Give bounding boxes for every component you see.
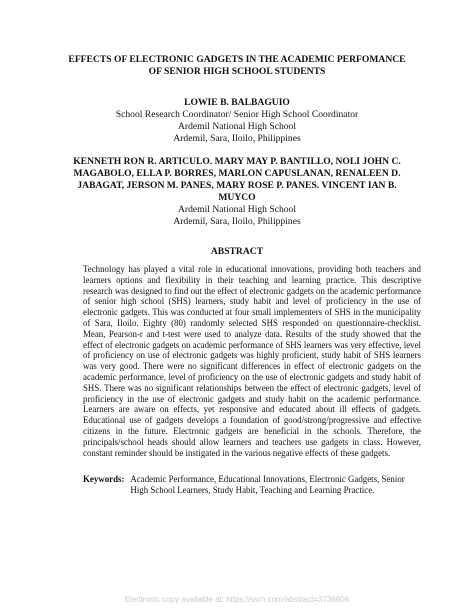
- author-affiliation-line: Ardemil National High School: [177, 121, 297, 132]
- author-block-1: [70, 97, 404, 145]
- paper-title: EFFECTS OF ELECTRONIC GADGETS IN THE ACADEMIC PERFOMANCE OF SENIOR HIGH SCHOOL STUDENTS: [68, 54, 406, 77]
- author-affiliation-line: School Research Coordinator/ Senior High School Coordinator: [115, 109, 359, 120]
- author-name: LOWIE B. BALBAGUIO: [184, 97, 290, 108]
- author-affiliation-line: Ardemil, Sara, Iloilo, Philippines: [173, 216, 301, 227]
- author-affiliation-line: Ardemil, Sara, Iloilo, Philippines: [173, 133, 301, 144]
- abstract-heading: ABSTRACT: [210, 246, 264, 257]
- author-affiliation-line: Ardemil National High School: [177, 204, 297, 215]
- keywords-section: [83, 474, 421, 496]
- author-names-group: KENNETH RON R. ARTICULO. MARY MAY P. BANTILLO, NOLI JOHN C. MAGABOLO, ELLA P. BORRES, MARLON CAPUSLANAN, RENALEEN D. JABAGAT, JERSON M. PANES, MARY ROSE P. PANES. VINCENT IAN B. MUYCO: [73, 156, 401, 203]
- abstract-text: Technology has played a vital role in educational innovations, providing both teachers and learners options and flexibility in their teaching and learning practice. This descriptive research was designed to find out the effect of electronic gadgets on the academic performance of senior high school (SHS) learners, study habit and level of proficiency in the use of electronic gadgets. This was conducted at four small implementers of SHS in the municipality of Sara, Iloilo. Eighty (80) randomly selected SHS responded on questionnaire-checklist. Mean, Pearson-r and t-test were used to analyze data. Results of the study showed that the effect of electronic gadgets on academic performance of SHS learners was very effective, level of proficiency on use of electronic gadgets was highly proficient, study habit of SHS learners was very good. There were no significant differences in effect of electronic gadgets on the academic performance, level of proficiency on the use of electronic gadgets and study habit of SHS. There was no significant relationships between the effect of electronic gadgets, level of proficiency in the use of electronic gadgets and study habit on the academic performance. Learners are aware on effects, yet responsive and educated about ill effects of gadgets. Educational use of gadgets develops a foundation of good/strong/progressive and effective citizens in the future. Electronic gadgets are beneficial in the schools. Therefore, the principals/school heads should allow learners and teachers use gadgets in class. However, constant reminder should be instigated in the various negative effects of these gadgets.: [83, 264, 421, 458]
- author-block-2: [70, 156, 404, 228]
- keywords-label: Keywords:: [83, 474, 125, 484]
- keywords-text: Academic Performance, Educational Innovations, Electronic Gadgets, Senior High School Learners, Study Habit, Teaching and Learning Practice.: [130, 474, 405, 495]
- ssrn-watermark: Electronic copy available at: https://ssrn.com/abstract=3736606: [124, 595, 350, 604]
